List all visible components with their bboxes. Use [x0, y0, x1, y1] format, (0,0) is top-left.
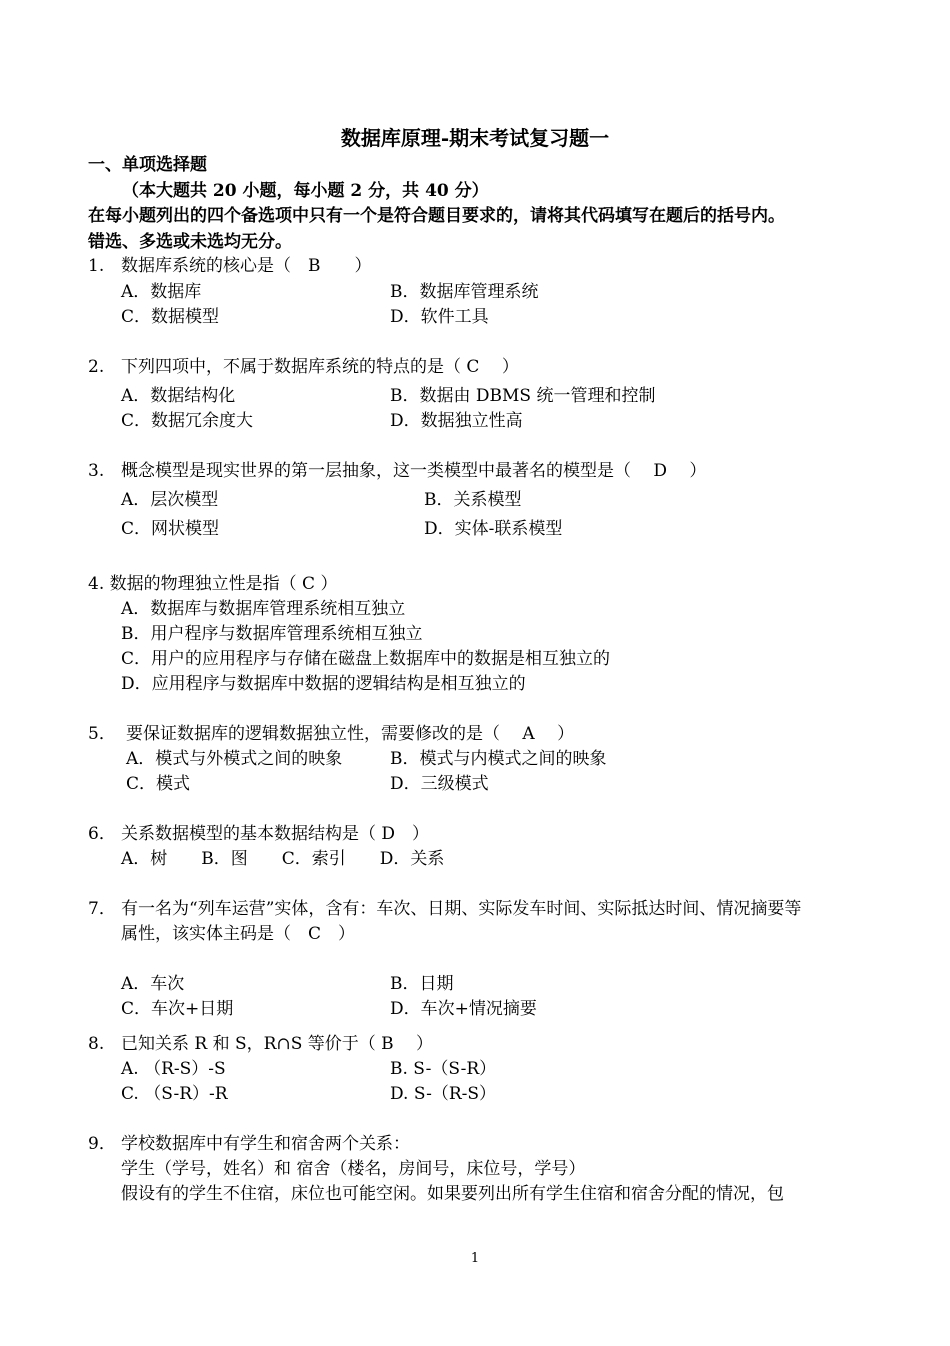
option-c: C．用户的应用程序与存储在磁盘上数据库中的数据是相互独立的: [121, 649, 611, 669]
option-d: D．实体-联系模型: [424, 519, 563, 539]
question-stem-cont: 属性，该实体主码是（ C ）: [121, 924, 356, 944]
question-number: 6．: [88, 824, 116, 844]
question-stem: 概念模型是现实世界的第一层抽象，这一类模型中最著名的模型是（ D ）: [121, 461, 707, 481]
option-a: A．数据库与数据库管理系统相互独立: [121, 599, 406, 619]
options-line: A．树 B．图 C．索引 D．关系: [121, 849, 445, 869]
option-a: A. （R-S）-S: [121, 1059, 226, 1079]
option-c: C．网状模型: [121, 519, 220, 539]
question-stem-cont: 学生（学号，姓名）和 宿舍（楼名，房间号，床位号，学号）: [121, 1159, 586, 1179]
question-number: 2.: [88, 357, 105, 377]
option-a: A．车次: [121, 974, 185, 994]
section-note: （本大题共 20 小题，每小题 2 分，共 40 分）: [122, 181, 489, 201]
option-a: A．模式与外模式之间的映象: [126, 749, 343, 769]
option-c: C．车次+日期: [121, 999, 234, 1019]
page-number: 1: [470, 1251, 480, 1266]
option-b: B．模式与内模式之间的映象: [390, 749, 607, 769]
question-stem: 有一名为“列车运营”实体，含有：车次、日期、实际发车时间、实际抵达时间、情况摘要等: [121, 899, 802, 919]
option-b: B．数据库管理系统: [390, 282, 539, 302]
question-stem: 下列四项中，不属于数据库系统的特点的是（ C ）: [121, 357, 519, 377]
question-stem: 数据库系统的核心是（ B ）: [121, 256, 372, 276]
option-a: A．数据库: [121, 282, 202, 302]
question-number: 8.: [88, 1034, 105, 1054]
option-c: C．数据模型: [121, 307, 220, 327]
option-a: A．层次模型: [121, 490, 219, 510]
option-b: B．日期: [390, 974, 454, 994]
question-number: 1.: [88, 256, 105, 276]
option-c: C. （S-R）-R: [121, 1084, 228, 1104]
option-d: D. S-（R-S）: [390, 1084, 497, 1104]
question-stem-cont: 假设有的学生不住宿，床位也可能空闲。如果要列出所有学生住宿和宿舍分配的情况，包: [121, 1184, 784, 1204]
option-b: B．数据由 DBMS 统一管理和控制: [390, 386, 656, 406]
page-title: 数据库原理-期末考试复习题一: [340, 126, 610, 150]
section-instruction: 在每小题列出的四个备选项中只有一个是符合题目要求的，请将其代码填写在题后的括号内。: [88, 206, 785, 226]
question-stem: 要保证数据库的逻辑数据独立性，需要修改的是（ A ）: [126, 724, 575, 744]
option-b: B．用户程序与数据库管理系统相互独立: [121, 624, 423, 644]
section-heading: 一、单项选择题: [88, 155, 207, 175]
option-b: B. S-（S-R）: [390, 1059, 497, 1079]
option-c: C．数据冗余度大: [121, 411, 254, 431]
question-stem: 关系数据模型的基本数据结构是（ D ）: [121, 824, 430, 844]
option-d: D．三级模式: [390, 774, 489, 794]
option-b: B．关系模型: [424, 490, 522, 510]
question-stem: 学校数据库中有学生和宿舍两个关系：: [121, 1134, 410, 1154]
option-d: D．车次+情况摘要: [390, 999, 537, 1019]
option-d: D．软件工具: [390, 307, 489, 327]
question-number: 9．: [88, 1134, 116, 1154]
option-d: D．应用程序与数据库中数据的逻辑结构是相互独立的: [121, 674, 526, 694]
option-d: D．数据独立性高: [390, 411, 523, 431]
option-c: C．模式: [126, 774, 191, 794]
question-number: 7．: [88, 899, 116, 919]
question-stem: 已知关系 R 和 S，R∩S 等价于（ B ）: [121, 1034, 434, 1054]
option-a: A．数据结构化: [121, 386, 236, 406]
question-stem: 4. 数据的物理独立性是指（ C ）: [88, 574, 338, 594]
question-number: 5．: [88, 724, 116, 744]
section-instruction: 错选、多选或未选均无分。: [88, 232, 292, 252]
question-number: 3.: [88, 461, 105, 481]
